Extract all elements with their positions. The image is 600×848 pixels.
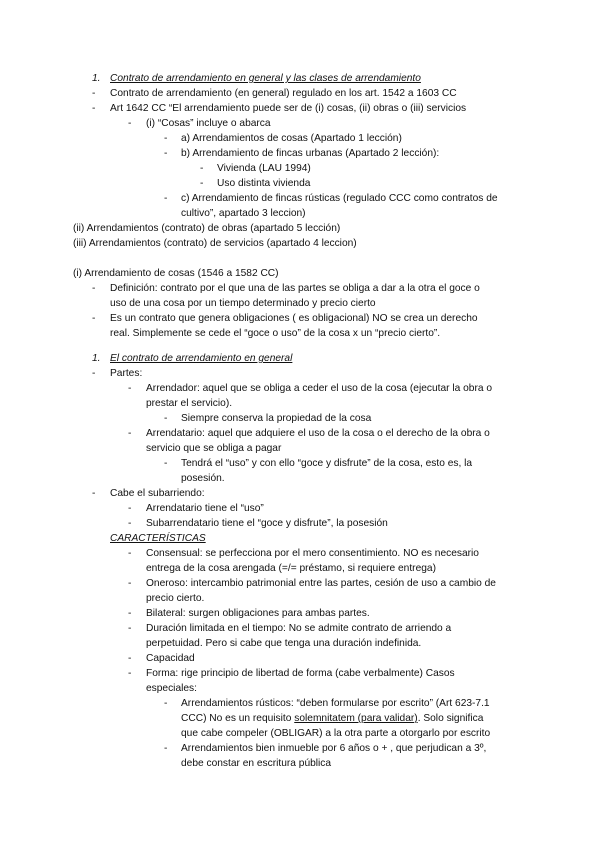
list-item: Duración limitada en el tiempo: No se admite contrato de arriendo a — [146, 623, 452, 634]
list-bullet: - — [164, 148, 168, 159]
paragraph: (ii) Arrendamientos (contrato) de obras (apartado 5 lección) — [73, 223, 341, 234]
list-item: Uso distinta vivienda — [217, 178, 311, 189]
list-item-continuation: real. Simplemente se cede el “goce o uso” de la cosa x un “precio cierto”. — [110, 328, 441, 339]
list-item-continuation — [181, 711, 483, 726]
list-item-continuation: que cabe compeler (OBLIGAR) a la otra parte a otorgarlo por escrito — [181, 728, 491, 739]
list-item: Oneroso: intercambio patrimonial entre las partes, cesión de uso a cambio de — [146, 578, 496, 589]
heading-2-title: El contrato de arrendamiento en general — [110, 353, 293, 364]
list-bullet: - — [92, 283, 96, 294]
list-bullet: - — [128, 653, 132, 664]
list-bullet: - — [164, 458, 168, 469]
list-item: Cabe el subarriendo: — [110, 488, 205, 499]
list-item: b) Arrendamiento de fincas urbanas (Apartado 2 lección): — [181, 148, 440, 159]
list-item: Capacidad — [146, 653, 195, 664]
list-item-continuation: cultivo”, apartado 3 leccion) — [181, 208, 306, 219]
heading-caracteristicas: CARACTERÍSTICAS — [110, 533, 206, 544]
list-item: Contrato de arrendamiento (en general) regulado en los art. 1542 a 1603 CC — [110, 88, 457, 99]
list-item: Forma: rige principio de libertad de forma (cabe verbalmente) Casos — [146, 668, 455, 679]
list-bullet: - — [128, 503, 132, 514]
list-bullet: - — [92, 313, 96, 324]
paragraph: (iii) Arrendamientos (contrato) de servicios (apartado 4 leccion) — [73, 238, 357, 249]
heading-2-number: 1. — [92, 353, 101, 364]
heading-1-number: 1. — [92, 73, 101, 84]
list-bullet: - — [92, 88, 96, 99]
list-item: Arrendamientos bien inmueble por 6 años o + , que perjudican a 3º, — [181, 743, 487, 754]
list-item: Arrendador: aquel que se obliga a ceder el uso de la cosa (ejecutar la obra o — [146, 383, 493, 394]
list-bullet: - — [128, 383, 132, 394]
list-bullet: - — [164, 413, 168, 424]
list-item: Art 1642 CC “El arrendamiento puede ser de (i) cosas, (ii) obras o (iii) servicios — [110, 103, 467, 114]
list-item: Vivienda (LAU 1994) — [217, 163, 311, 174]
list-item: Arrendamientos rústicos: “deben formularse por escrito” (Art 623-7.1 — [181, 698, 490, 709]
list-item: (i) “Cosas” incluye o abarca — [146, 118, 271, 129]
list-bullet: - — [164, 193, 168, 204]
list-bullet: - — [92, 488, 96, 499]
list-bullet: - — [128, 118, 132, 129]
list-item: Consensual: se perfecciona por el mero consentimiento. NO es necesario — [146, 548, 479, 559]
text-run: CCC) No es un requisito — [181, 713, 295, 724]
list-item-continuation: perpetuidad. Pero si cabe que tenga una duración indefinida. — [146, 638, 422, 649]
list-bullet: - — [128, 548, 132, 559]
list-bullet: - — [200, 178, 204, 189]
list-bullet: - — [164, 698, 168, 709]
list-item: a) Arrendamientos de cosas (Apartado 1 lección) — [181, 133, 402, 144]
list-item-continuation: precio cierto. — [146, 593, 205, 604]
list-bullet: - — [128, 608, 132, 619]
list-item: Siempre conserva la propiedad de la cosa — [181, 413, 372, 424]
underlined-term: solemnitatem (para validar) — [294, 713, 418, 724]
list-item: Es un contrato que genera obligaciones ( es obligacional) NO se crea un derecho — [110, 313, 478, 324]
list-item: Arrendatario tiene el “uso” — [146, 503, 264, 514]
list-bullet: - — [128, 578, 132, 589]
list-item: Partes: — [110, 368, 143, 379]
list-bullet: - — [128, 623, 132, 634]
paragraph: (i) Arrendamiento de cosas (1546 a 1582 CC) — [73, 268, 279, 279]
list-item-continuation: entrega de la cosa arengada (=/= préstamo, si requiere entrega) — [146, 563, 436, 574]
list-item-continuation: prestar el servicio). — [146, 398, 233, 409]
list-item: Arrendatario: aquel que adquiere el uso de la cosa o el derecho de la obra o — [146, 428, 490, 439]
list-bullet: - — [128, 518, 132, 529]
list-bullet: - — [200, 163, 204, 174]
list-item-continuation: debe constar en escritura pública — [181, 758, 332, 769]
list-item-continuation: servicio que se obliga a pagar — [146, 443, 282, 454]
list-item-continuation: especiales: — [146, 683, 197, 694]
list-bullet: - — [128, 668, 132, 679]
list-item-continuation: posesión. — [181, 473, 225, 484]
list-item-continuation: uso de una cosa por un tiempo determinado y precio cierto — [110, 298, 376, 309]
list-item: Subarrendatario tiene el “goce y disfrute”, la posesión — [146, 518, 388, 529]
list-item: Definición: contrato por el que una de las partes se obliga a dar a la otra el goce o — [110, 283, 480, 294]
list-bullet: - — [164, 743, 168, 754]
list-bullet: - — [92, 103, 96, 114]
list-item: c) Arrendamiento de fincas rústicas (regulado CCC como contratos de — [181, 193, 498, 204]
heading-1-title: Contrato de arrendamiento en general y las clases de arrendamiento — [110, 73, 421, 84]
list-item: Tendrá el “uso” y con ello “goce y disfrute” de la cosa, esto es, la — [181, 458, 473, 469]
list-bullet: - — [128, 428, 132, 439]
list-bullet: - — [92, 368, 96, 379]
list-item: Bilateral: surgen obligaciones para ambas partes. — [146, 608, 370, 619]
list-bullet: - — [164, 133, 168, 144]
text-run: . Solo significa — [417, 713, 484, 724]
